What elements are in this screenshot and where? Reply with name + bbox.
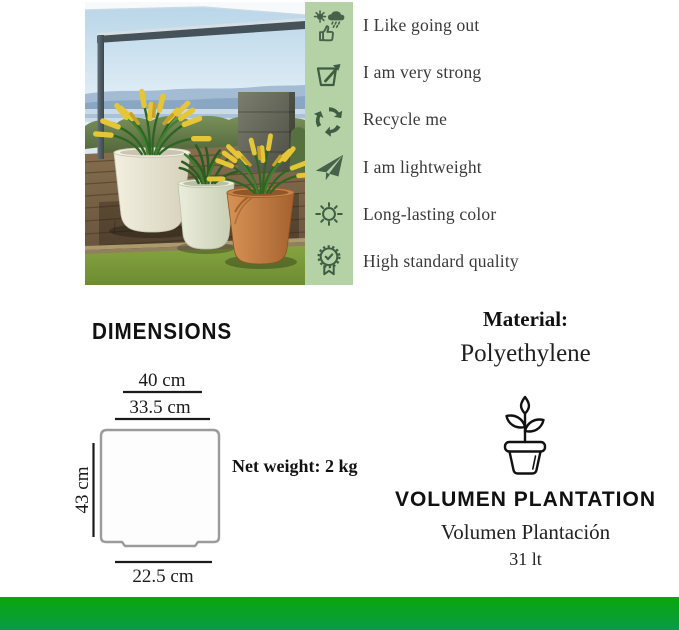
- feature-item: [305, 96, 679, 143]
- terrace-scene: [85, 2, 305, 285]
- feature-item: [305, 238, 679, 285]
- feature-item: [305, 49, 679, 96]
- feature-label: High standard quality: [363, 250, 519, 271]
- potted-plant-icon: [497, 393, 553, 482]
- feature-label: Long-lasting color: [363, 203, 497, 224]
- product-photo: [85, 2, 305, 285]
- dimensions-title: DIMENSIONS: [92, 318, 233, 344]
- volume-subtitle: Volumen Plantación: [440, 520, 611, 544]
- feature-item: [305, 144, 679, 191]
- dim-top-width-label: 40 cm: [138, 370, 186, 391]
- recycle-icon: [305, 103, 353, 137]
- pot-outline: [101, 430, 219, 546]
- quality-badge-icon: [305, 244, 353, 278]
- sun-icon: [305, 197, 353, 231]
- footer-green-bar: [0, 597, 679, 630]
- dim-rim-width-label: 33.5 cm: [129, 397, 191, 418]
- dimensions-diagram: [70, 370, 360, 590]
- dim-base-width-label: 22.5 cm: [132, 566, 194, 587]
- feature-label: I am very strong: [363, 62, 482, 83]
- feature-item: [305, 191, 679, 238]
- feature-item: [305, 2, 679, 49]
- paper-plane-icon: [305, 150, 353, 184]
- feature-label: I am lightweight: [363, 156, 482, 177]
- weather-thumbs-up-icon: [305, 9, 353, 43]
- feature-panel: [305, 2, 679, 285]
- net-weight: Net weight: 2 kg: [232, 456, 358, 476]
- material-volume-section: [393, 303, 658, 593]
- volume-value: 31 lt: [509, 549, 542, 569]
- dim-height-label: 43 cm: [72, 466, 93, 514]
- durable-pot-arrow-icon: [305, 56, 353, 90]
- feature-label: Recycle me: [363, 109, 448, 130]
- volume-title: VOLUMEN PLANTATION: [394, 488, 657, 511]
- feature-label: I Like going out: [363, 15, 480, 36]
- material-label: Material:: [482, 307, 569, 331]
- material-value: Polyethylene: [460, 340, 591, 367]
